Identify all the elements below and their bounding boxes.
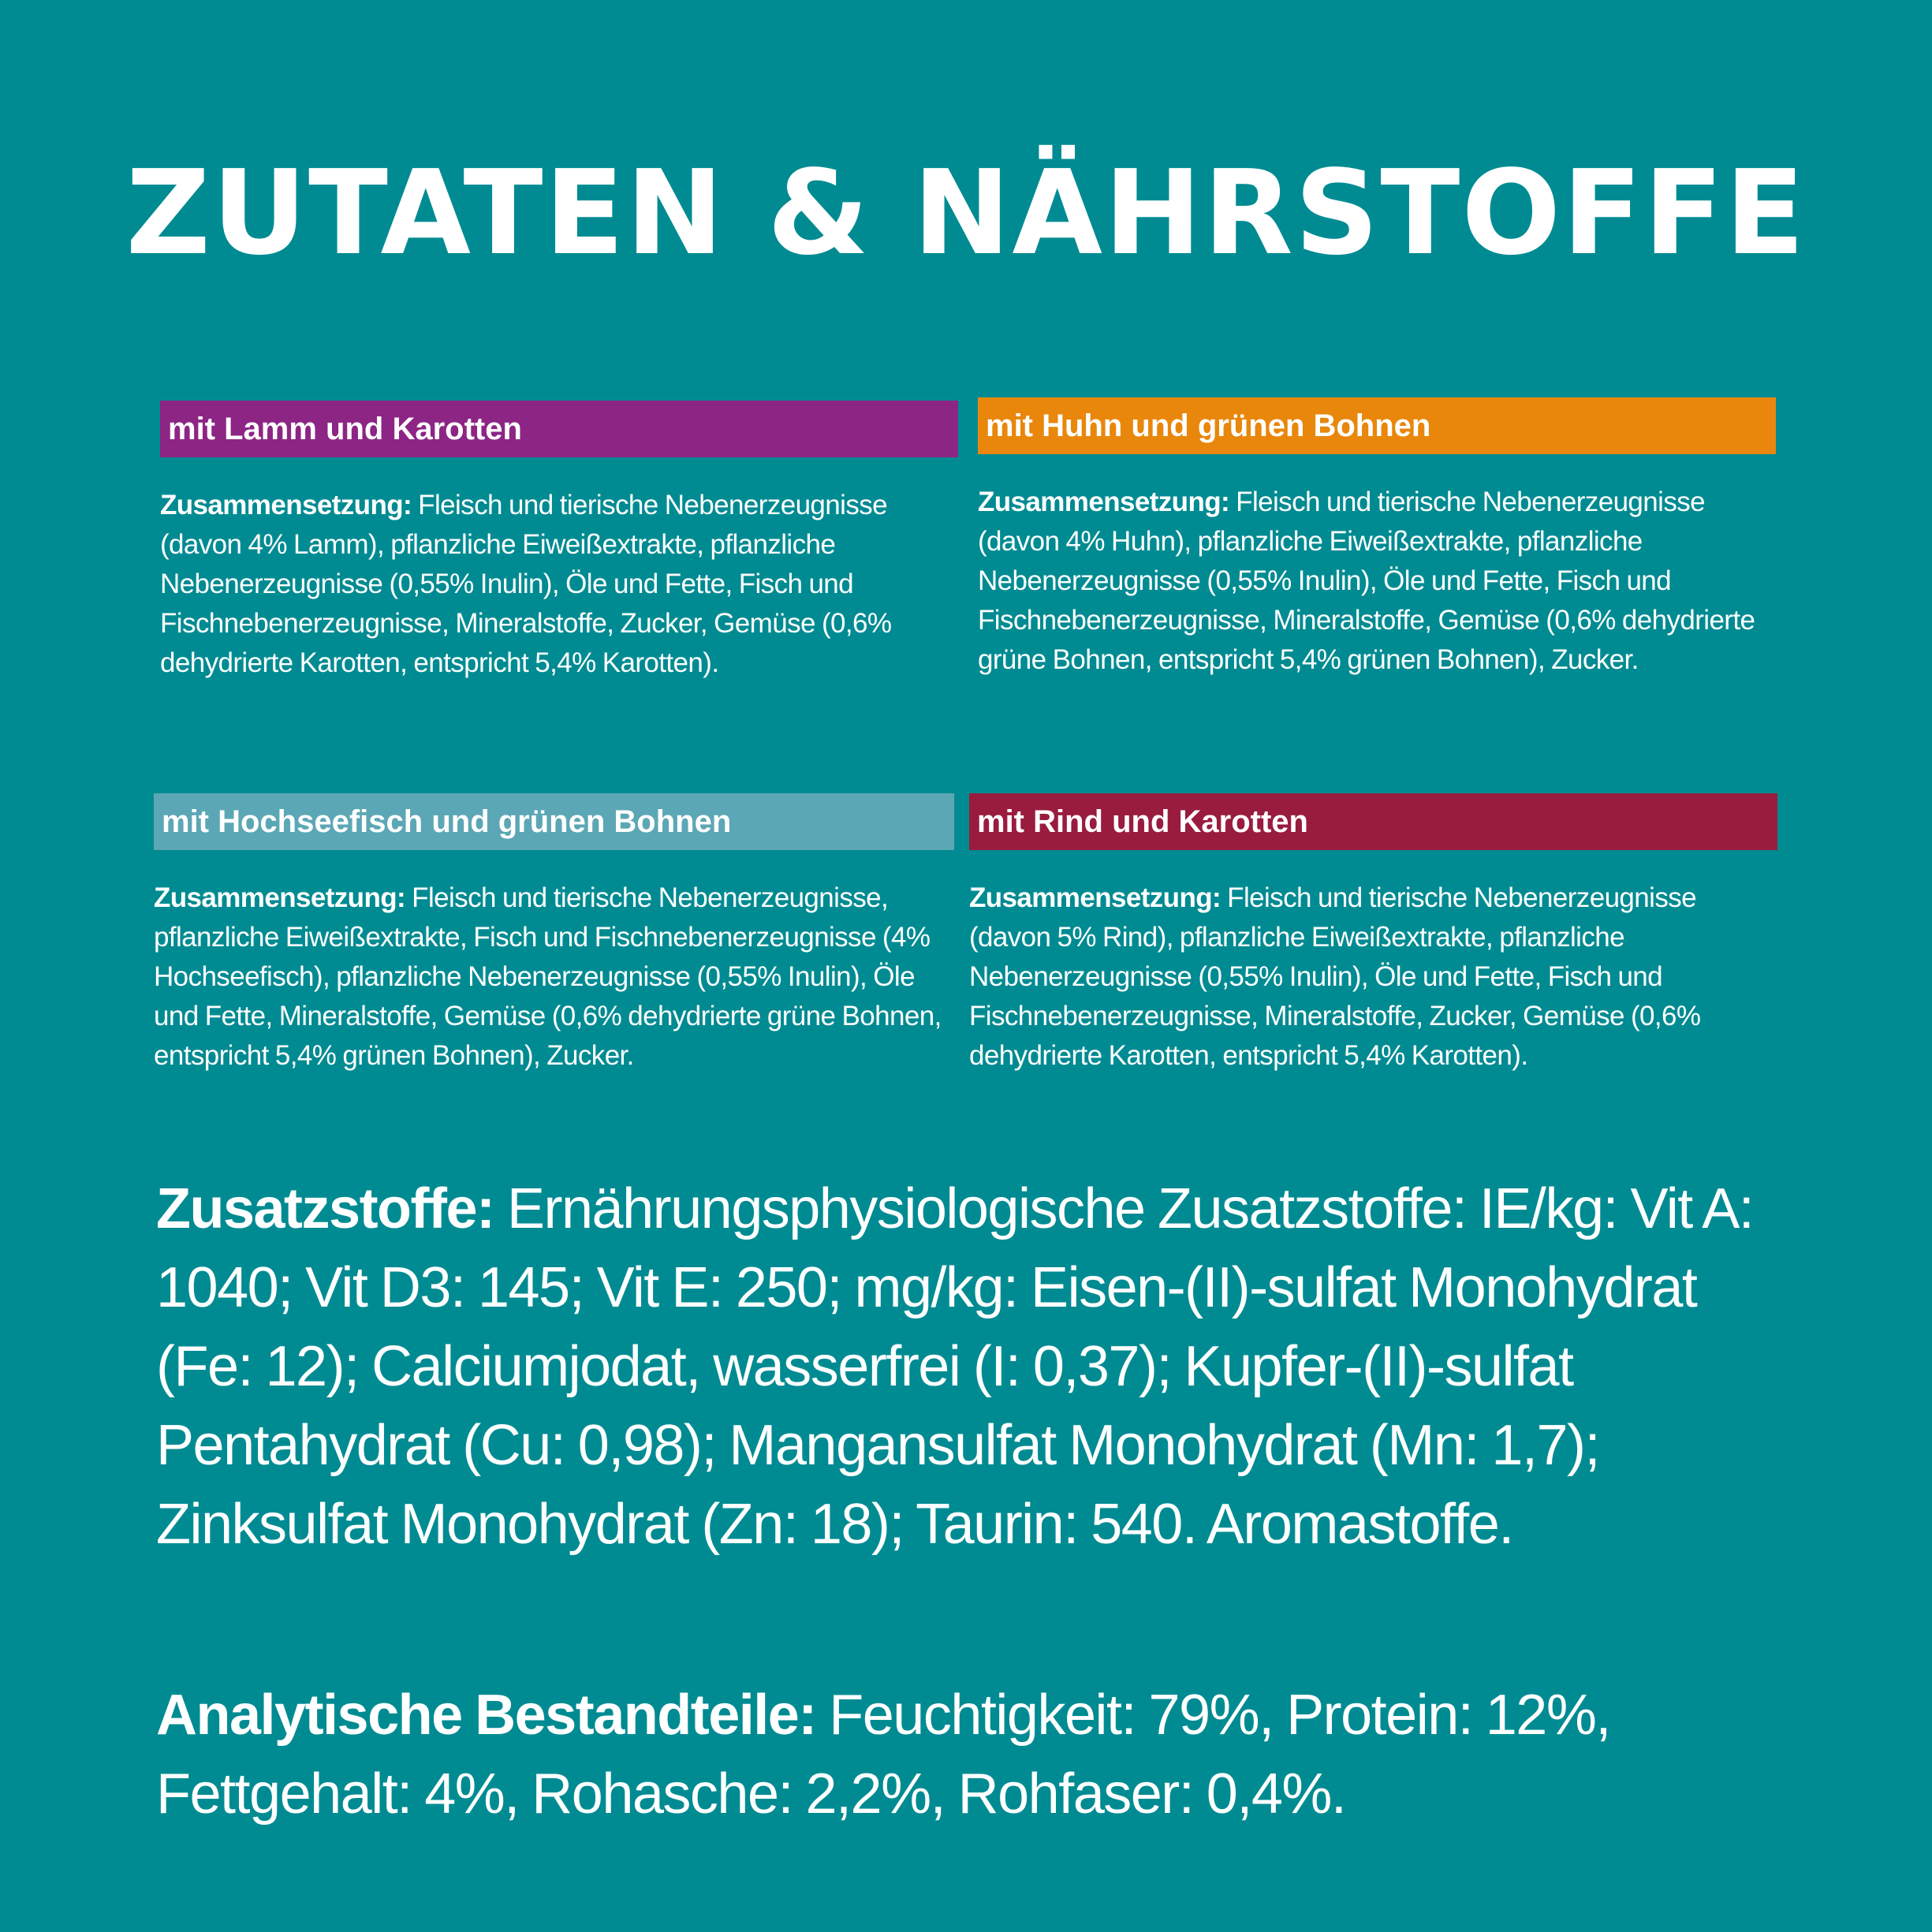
variant-lamm <box>160 401 958 683</box>
variant-composition-huhn <box>978 483 1766 680</box>
variant-header-hochseefisch: mit Hochseefisch und grünen Bohnen <box>154 793 954 850</box>
analytical-constituents-section <box>156 1676 1796 1833</box>
analytics-label: Analytische Bestandteile: <box>156 1684 816 1747</box>
composition-text: Fleisch und tierische Nebenerzeugnisse (davon 5% Rind), pflanzliche Eiweißextrakte, pflanzliche Nebenerzeugnisse (0,55% Inulin), Öle und Fette, Fisch und Fischnebenerzeugnisse, Mineralstoffe, Zucker, Gemüse (0,6% dehydrierte Karotten, entspricht 5,4% Karotten). <box>969 882 1701 1071</box>
analytics-text: Feuchtigkeit: 79%, Protein: 12%, Fettgehalt: 4%, Rohasche: 2,2%, Rohfaser: 0,4%. <box>156 1684 1610 1826</box>
variant-huhn <box>978 397 1776 680</box>
additives-text: Ernährungsphysiologische Zusatzstoffe: IE/kg: Vit A: 1040; Vit D3: 145; Vit E: 250; mg/kg: Eisen-(II)-sulfat Monohydrat (Fe: 12); Calciumjodat, wasserfrei (I: 0,37); Kupfer-(II)-sulfat Pentahydrat (Cu: 0,98); Mangansulfat Monohydrat (Mn: 1,7); Zinksulfat Monohydrat (Zn: 18); Taurin: 540. Aromastoffe. <box>156 1177 1754 1556</box>
variant-hochseefisch <box>154 793 954 1076</box>
additives-section <box>156 1169 1796 1564</box>
variant-rind <box>969 793 1777 1076</box>
page-title: ZUTATEN & NÄHRSTOFFE <box>125 145 1807 281</box>
variant-composition-rind <box>969 878 1758 1076</box>
composition-label: Zusammensetzung: <box>154 882 406 913</box>
composition-text: Fleisch und tierische Nebenerzeugnisse, pflanzliche Eiweißextrakte, Fisch und Fischnebenerzeugnisse (4% Hochseefisch), pflanzliche Nebenerzeugnisse (0,55% Inulin), Öle und Fette, Mineralstoffe, Gemüse (0,6% dehydrierte grüne Bohnen, entspricht 5,4% grünen Bohnen), Zucker. <box>154 882 942 1071</box>
variant-header-rind: mit Rind und Karotten <box>969 793 1777 850</box>
variant-header-lamm: mit Lamm und Karotten <box>160 401 958 457</box>
variant-composition-lamm <box>160 486 949 683</box>
composition-label: Zusammensetzung: <box>969 882 1221 913</box>
composition-text: Fleisch und tierische Nebenerzeugnisse (davon 4% Lamm), pflanzliche Eiweißextrakte, pflanzliche Nebenerzeugnisse (0,55% Inulin), Öle und Fette, Fisch und Fischnebenerzeugnisse, Mineralstoffe, Zucker, Gemüse (0,6% dehydrierte Karotten, entspricht 5,4% Karotten). <box>160 490 892 678</box>
composition-text: Fleisch und tierische Nebenerzeugnisse (davon 4% Huhn), pflanzliche Eiweißextrakte, pflanzliche Nebenerzeugnisse (0,55% Inulin), Öle und Fette, Fisch und Fischnebenerzeugnisse, Mineralstoffe, Gemüse (0,6% dehydrierte grüne Bohnen, entspricht 5,4% grünen Bohnen), Zucker. <box>978 487 1755 675</box>
variant-header-huhn: mit Huhn und grünen Bohnen <box>978 397 1776 454</box>
variant-composition-hochseefisch <box>154 878 942 1076</box>
additives-label: Zusatzstoffe: <box>156 1177 494 1240</box>
composition-label: Zusammensetzung: <box>160 490 412 520</box>
composition-label: Zusammensetzung: <box>978 487 1230 517</box>
